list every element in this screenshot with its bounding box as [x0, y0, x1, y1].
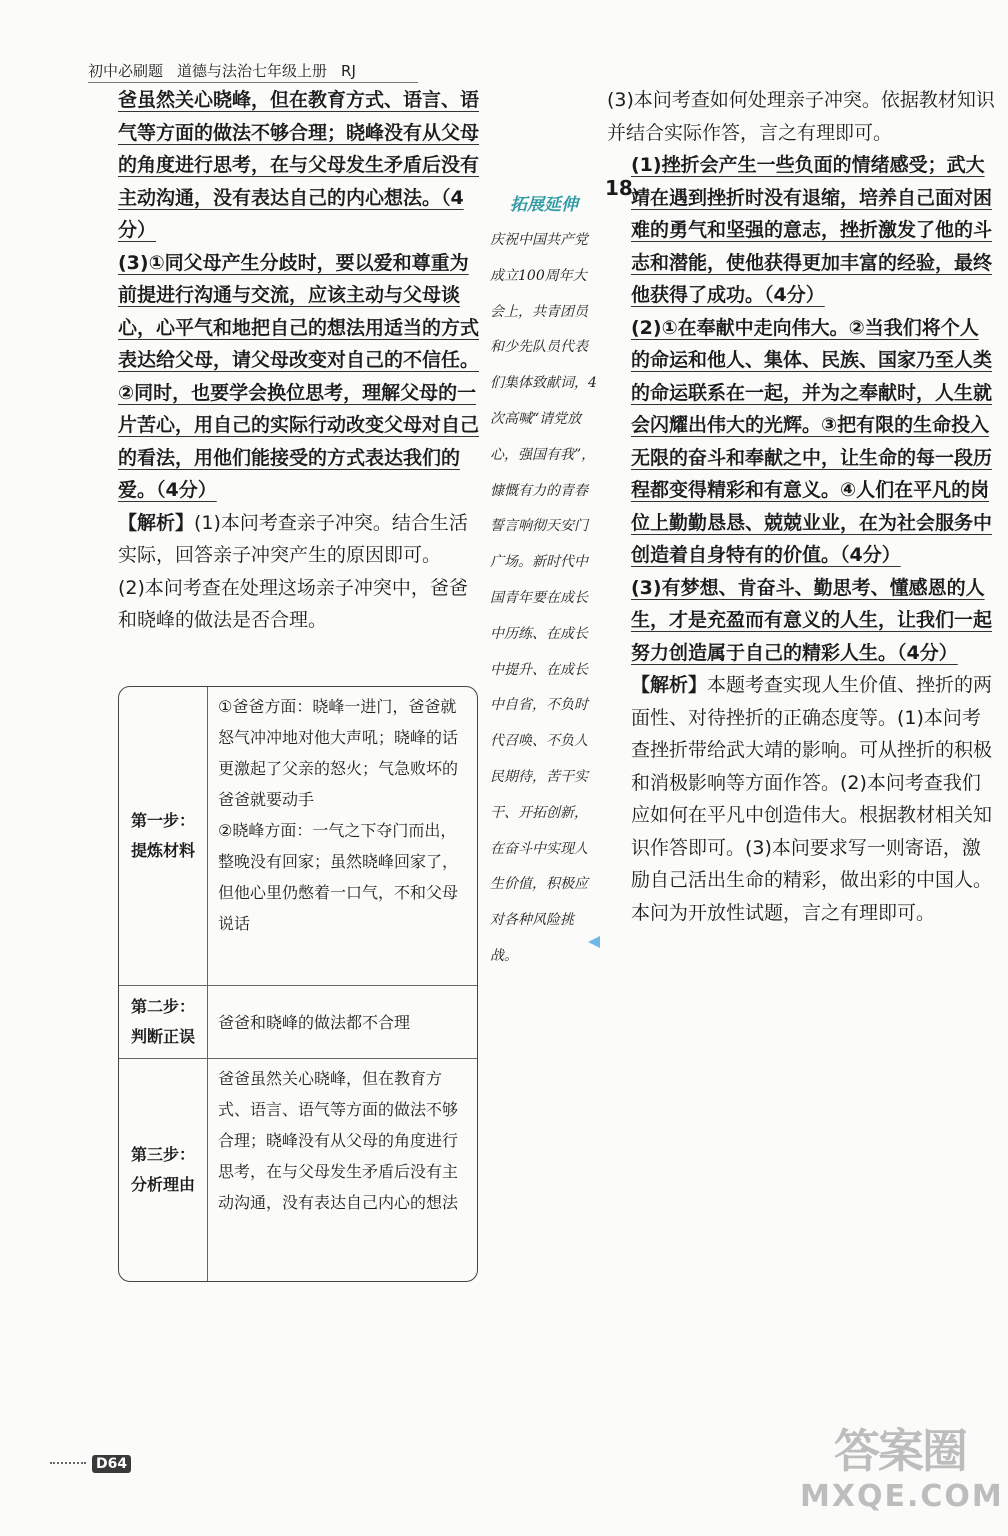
step-row-3: [119, 1059, 477, 1281]
step-label: [119, 1059, 208, 1281]
analysis-part-3: (3)本问考查如何处理亲子冲突。依据教材知识并结合实际作答，言之有理即可。: [607, 89, 995, 144]
step-label-line-1: 第二步：: [130, 997, 195, 1016]
page-number: D64: [92, 1455, 131, 1473]
left-column: [118, 84, 480, 637]
step-content-part-1: ①爸爸方面：晓峰一进门，爸爸就怒气冲冲地对他大声吼；晓峰的话更激起了父亲的怒火；气急败坏的爸爸就要动手: [218, 697, 459, 809]
step-label-line-1: 第一步：: [130, 811, 195, 830]
answer-paragraph-2-conclusion: 爸虽然关心晓峰，但在教育方式、语言、语气等方面的做法不够合理；晓峰没有从父母的角度进行思考，在与父母发生矛盾后没有主动沟通，没有表达自己的内心想法。（4分）: [118, 89, 480, 241]
pointer-arrow-icon: [588, 936, 600, 948]
step-content-part-1: 爸爸虽然关心晓峰，但在教育方式、语言、语气等方面的做法不够合理；晓峰没有从父母的角度进行思考，在与父母发生矛盾后没有主动沟通，没有表达自己内心的想法: [218, 1069, 459, 1212]
step-label-line-2: 分析理由: [130, 1175, 195, 1194]
step-content-part-1: 爸爸和晓峰的做法都不合理: [218, 1012, 411, 1032]
series-title: 初中必刷题: [88, 62, 164, 80]
step-content: [208, 687, 477, 985]
step-content: [208, 986, 477, 1058]
step-label-line-1: 第三步：: [130, 1145, 195, 1164]
extension-text: 庆祝中国共产党成立100周年大会上，共青团员和少先队员代表们集体致献词，4次高喊“请党放心，强国有我”，慷慨有力的青春誓言响彻天安门广场。新时代中国青年要在成长中历练、在成长中提升、在成长中自省，不负时代召唤、不负人民期待，苦干实干、开拓创新，在奋斗中实现人生价值，积极应对各种风险挑战。: [490, 232, 597, 964]
answer-paragraph-3: (3)①同父母产生分歧时，要以爱和尊重为前提进行沟通与交流，应该主动与父母谈心，心平气和地把自己的想法用适当的方式表达给父母，请父母改变对自己的不信任。②同时，也要学会换位思考，理解父母的一片苦心，用自己的实际行动改变父母对自己的看法，用他们能接受的方式表达我们的爱。（4分）: [118, 251, 480, 501]
answer-18-1: (1)挫折会产生一些负面的情绪感受；武大靖在遇到挫折时没有退缩，培养自己面对困难的勇气和坚强的意志，挫折激发了他的斗志和潜能，使他获得更加丰富的经验，最终他获得了成功。（4分）: [631, 154, 993, 306]
question-18-answers: [607, 149, 997, 929]
book-title: 道德与法治七年级上册: [177, 62, 328, 80]
watermark-bottom: MXQE.COM: [800, 1479, 1004, 1514]
step-label: [119, 986, 208, 1058]
analysis-label: 【解析】: [118, 511, 195, 534]
step-label-line-2: 提炼材料: [130, 841, 195, 860]
analysis-text: 本题考查实现人生价值、挫折的两面性、对待挫折的正确态度等。(1)本问考查挫折带给武大靖的影响。可从挫折的积极和消极影响等方面作答。(2)本问考查我们应如何在平凡中创造伟大。根据教材相关知识作答即可。(3)本问要求写一则寄语，激励自己活出生命的精彩，做出彩的中国人。本问为开放性试题，言之有理即可。: [631, 674, 993, 924]
analysis-paragraph: [118, 507, 480, 572]
edition-label: RJ: [341, 62, 356, 80]
footer-dots: [50, 1462, 86, 1464]
analysis-steps-table: [118, 686, 478, 1282]
analysis-text: (1)本问考查亲子冲突。结合生活实际，回答亲子冲突产生的原因即可。: [118, 511, 468, 566]
question-number: 18.: [605, 176, 641, 200]
page-header: [88, 60, 356, 81]
answer-18-3: (3)有梦想、肯奋斗、勤思考、懂感恩的人生，才是充盈而有意义的人生，让我们一起努力创造属于自己的精彩人生。（4分）: [631, 576, 993, 664]
analysis-label: 【解析】: [631, 674, 708, 696]
watermark-logo: [800, 1422, 1004, 1532]
step-label: [119, 687, 208, 985]
right-column: [607, 84, 997, 929]
header-rule: [88, 82, 418, 83]
step-content: [208, 1059, 477, 1281]
analysis-18: [631, 669, 997, 929]
step-row-1: [119, 687, 477, 986]
watermark-top: 答案圈: [834, 1424, 966, 1478]
extension-title: 拓展延伸: [510, 195, 578, 215]
answer-18-2: (2)①在奉献中走向伟大。②当我们将个人的命运和他人、集体、民族、国家乃至人类的命运联系在一起，并为之奉献时，人生就会闪耀出伟大的光辉。③把有限的生命投入无限的奋斗和奉献之中，让生命的每一段历程都变得精彩和有意义。④人们在平凡的岗位上勤勤恳恳、兢兢业业，在为社会服务中创造着自身特有的价值。（4分）: [631, 316, 993, 566]
step-label-line-2: 判断正误: [130, 1027, 195, 1046]
step-row-2: [119, 986, 477, 1059]
analysis-paragraph-2: (2)本问考查在处理这场亲子冲突中，爸爸和晓峰的做法是否合理。: [118, 576, 468, 631]
step-content-part-2: ②晓峰方面：一气之下夺门而出，整晚没有回家；虽然晓峰回家了，但他心里仍憋着一口气，不和父母说话: [218, 821, 459, 933]
extension-sidebar: [490, 190, 600, 975]
